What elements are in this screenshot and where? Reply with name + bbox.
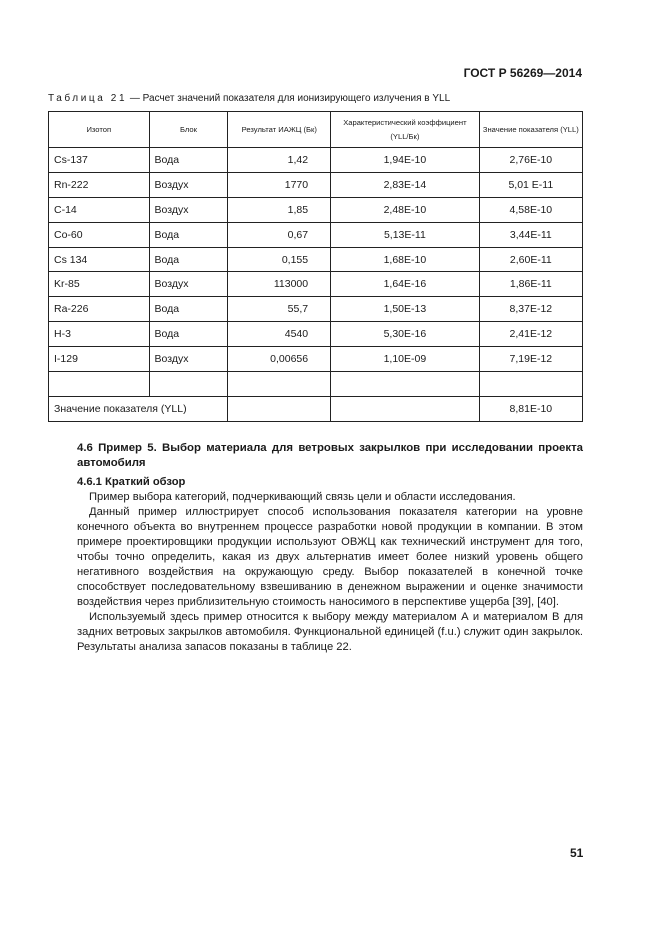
paragraph: Пример выбора категорий, подчеркивающий связь цели и области исследования. — [89, 491, 516, 503]
table-row-empty — [49, 372, 583, 397]
col-header-indicator: Значение показателя (YLL) — [479, 112, 582, 148]
cell-isotope: Cs 134 — [49, 247, 150, 272]
cell-char-factor: 2,48E-10 — [331, 197, 480, 222]
cell-isotope: Rn-222 — [49, 172, 150, 197]
cell-char-factor: 1,50E-13 — [331, 297, 480, 322]
paragraph: Данный пример иллюстрирует способ использования показателя категории на уровне конечного объекта во внутреннем процессе разработки новой продукции в компании. В этом примере проектировщики продукции используют ОВЖЦ как технический инструмент для того, чтобы точно определить, какая из двух альтернатив имеет более низкий уровень общего негативного воздействия на окружающую среду. Выбор показателей в конечной точке способствует последовательному взвешиванию в денежном выражении и оценке значимости воздействия через приблизительную стоимость наносимого в перспективе ущерба [39], [40]. — [77, 506, 583, 608]
cell-isotope: H-3 — [49, 322, 150, 347]
cell-result: 113000 — [228, 272, 331, 297]
cell-block: Вода — [149, 297, 228, 322]
cell-char-factor: 1,94E-10 — [331, 148, 480, 173]
cell-isotope: I-129 — [49, 347, 150, 372]
paragraph: Используемый здесь пример относится к выбору между материалом А и материалом В для задних ветровых закрылков автомобиля. Функциональной единицей (f.u.) служит один закрылок. Результаты анализа запасов показаны в таблице 22. — [77, 611, 583, 653]
cell-isotope: C-14 — [49, 197, 150, 222]
col-header-isotope: Изотоп — [49, 112, 150, 148]
table-caption-label: Таблица 21 — [48, 93, 128, 104]
cell-indicator: 5,01 E-11 — [479, 172, 582, 197]
table-row — [49, 222, 583, 247]
page-number: 51 — [570, 846, 584, 860]
table-row — [49, 247, 583, 272]
cell-indicator: 3,44E-11 — [479, 222, 582, 247]
cell-isotope: Kr-85 — [49, 272, 150, 297]
cell-isotope: Co-60 — [49, 222, 150, 247]
cell-char-factor: 5,30E-16 — [331, 322, 480, 347]
cell-block: Воздух — [149, 272, 228, 297]
cell-block: Вода — [149, 222, 228, 247]
cell-indicator: 4,58E-10 — [479, 197, 582, 222]
table-row — [49, 148, 583, 173]
cell-indicator: 8,37E-12 — [479, 297, 582, 322]
cell-char-factor: 1,68E-10 — [331, 247, 480, 272]
cell-block: Воздух — [149, 172, 228, 197]
cell-result: 4540 — [228, 322, 331, 347]
cell-isotope: Cs-137 — [49, 148, 150, 173]
cell-result: 0,67 — [228, 222, 331, 247]
cell-result: 1,85 — [228, 197, 331, 222]
cell-isotope: Ra-226 — [49, 297, 150, 322]
col-header-char-factor: Характеристический коэффициент (YLL/Бк) — [331, 112, 480, 148]
table-header-row — [49, 112, 583, 148]
col-header-block: Блок — [149, 112, 228, 148]
body-text — [77, 490, 583, 655]
cell-indicator: 2,76E-10 — [479, 148, 582, 173]
cell-indicator: 1,86E-11 — [479, 272, 582, 297]
cell-block — [149, 372, 228, 397]
table-row — [49, 322, 583, 347]
cell-block: Воздух — [149, 197, 228, 222]
table-total-row — [49, 396, 583, 421]
table-caption-text: — Расчет значений показателя для ионизирующего излучения в YLL — [127, 93, 451, 104]
cell-char-factor: 1,10E-09 — [331, 347, 480, 372]
cell-isotope — [49, 372, 150, 397]
cell-result: 0,155 — [228, 247, 331, 272]
cell-block: Воздух — [149, 347, 228, 372]
table-row — [49, 297, 583, 322]
cell-block: Вода — [149, 322, 228, 347]
cell-block: Вода — [149, 148, 228, 173]
total-empty-char — [331, 396, 480, 421]
cell-result — [228, 372, 331, 397]
total-value: 8,81E-10 — [479, 396, 582, 421]
cell-block: Вода — [149, 247, 228, 272]
cell-indicator — [479, 372, 582, 397]
total-empty-result — [228, 396, 331, 421]
section-heading: 4.6 Пример 5. Выбор материала для ветровых закрылков при исследовании проекта автомобиля — [77, 442, 583, 469]
cell-result: 1,42 — [228, 148, 331, 173]
cell-char-factor: 2,83E-14 — [331, 172, 480, 197]
col-header-result: Результат ИАЖЦ (Бк) — [228, 112, 331, 148]
table-row — [49, 347, 583, 372]
subsection-heading: 4.6.1 Краткий обзор — [77, 476, 186, 488]
results-table — [48, 111, 583, 422]
cell-indicator: 2,60E-11 — [479, 247, 582, 272]
cell-indicator: 7,19E-12 — [479, 347, 582, 372]
table-caption — [48, 93, 450, 104]
cell-char-factor — [331, 372, 480, 397]
cell-result: 1770 — [228, 172, 331, 197]
cell-char-factor: 1,64E-16 — [331, 272, 480, 297]
standard-code: ГОСТ Р 56269—2014 — [463, 66, 582, 80]
table-row — [49, 197, 583, 222]
table-row — [49, 272, 583, 297]
total-label: Значение показателя (YLL) — [49, 396, 228, 421]
cell-char-factor: 5,13E-11 — [331, 222, 480, 247]
cell-result: 0,00656 — [228, 347, 331, 372]
cell-indicator: 2,41E-12 — [479, 322, 582, 347]
table-row — [49, 172, 583, 197]
cell-result: 55,7 — [228, 297, 331, 322]
